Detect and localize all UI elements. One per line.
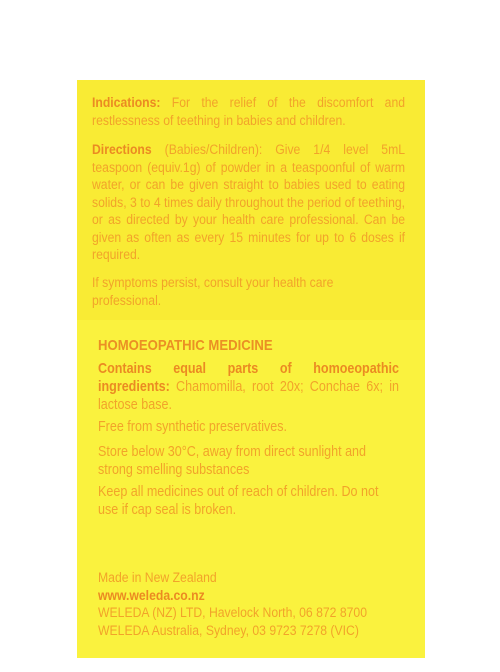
- directions-panel: [77, 80, 425, 321]
- ingredients-label: Contains equal parts of homoeopathic ingredients:: [98, 361, 399, 395]
- au-company-text: WELEDA Australia, Sydney, 03 9723 7278 (VIC): [98, 622, 359, 639]
- storage-note: Store below 30°C, away from direct sunlight and strong smelling substances: [98, 444, 367, 478]
- medicine-info-panel: [77, 320, 425, 658]
- directions-paragraph: [92, 142, 405, 265]
- medicine-heading: HOMOEOPATHIC MEDICINE: [98, 338, 273, 354]
- directions-label: Directions: [92, 142, 152, 158]
- indications-paragraph: [92, 95, 405, 130]
- made-in-text: Made in New Zealand: [98, 570, 217, 586]
- manufacturer-info: [98, 570, 367, 640]
- directions-text: (Babies/Children): Give 1/4 level 5mL teaspoon (equiv.1g) of powder in a teaspoonful of warm water, or can be given straight to babies used to eating solids, 3 to 4 times daily throughout the period of teething, or as directed by your health care professional. Can be given as often as every 15 minutes for up to 6 doses if required.: [92, 142, 406, 263]
- safety-warning: Keep all medicines out of reach of children. Do not use if cap seal is broken.: [98, 484, 379, 518]
- symptoms-warning: If symptoms persist, consult your health care professional.: [92, 275, 334, 309]
- indications-text: For the relief of the discomfort and restlessness of teething in babies and children.: [92, 95, 406, 129]
- preservatives-note: Free from synthetic preservatives.: [98, 419, 288, 435]
- indications-label: Indications:: [92, 95, 161, 111]
- product-label: [77, 80, 425, 658]
- website-link[interactable]: www.weleda.co.nz: [98, 587, 205, 604]
- nz-company-text: WELEDA (NZ) LTD, Havelock North, 06 872 8700: [98, 605, 367, 621]
- ingredients-text: Chamomilla, root 20x; Conchae 6x; in lactose base.: [98, 379, 399, 413]
- ingredients-paragraph: [98, 360, 399, 414]
